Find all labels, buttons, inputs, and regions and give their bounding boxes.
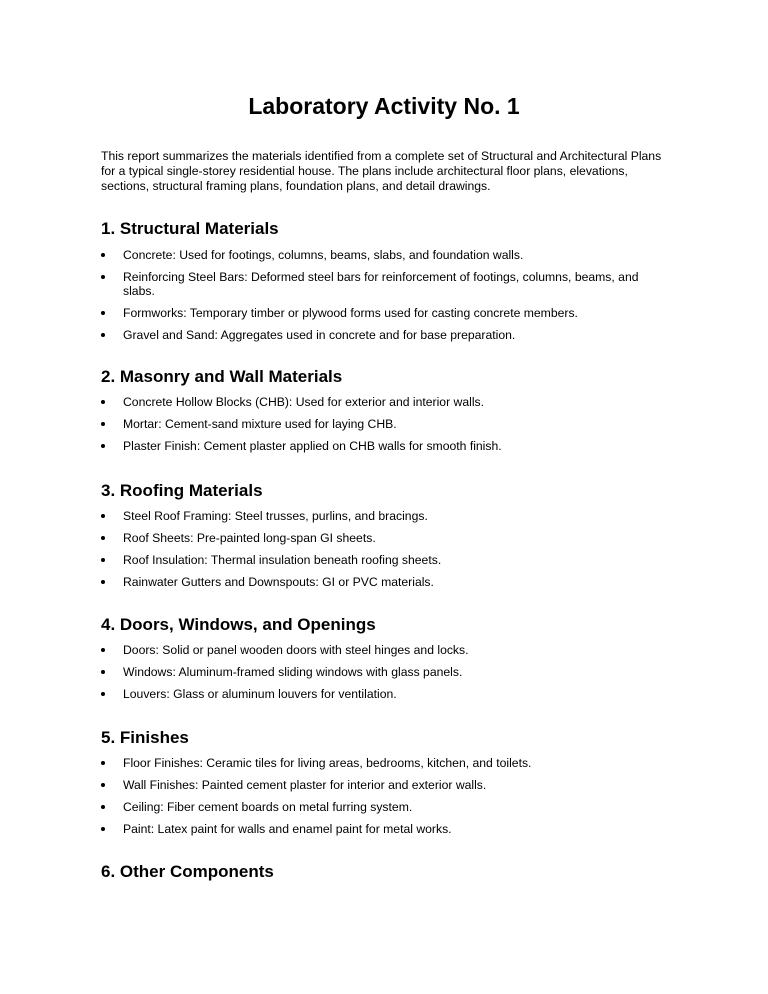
list-item-text: Plaster Finish: Cement plaster applied on CHB walls for smooth finish. — [123, 439, 502, 453]
bullet-icon — [101, 514, 105, 518]
list-item-text: Formworks: Temporary timber or plywood forms used for casting concrete members. — [123, 306, 578, 320]
bullet-icon — [101, 311, 105, 315]
list-item-text: Concrete: Used for footings, columns, beams, slabs, and foundation walls. — [123, 248, 524, 262]
section-heading-finishes: 5. Finishes — [101, 728, 189, 747]
list-item — [101, 509, 671, 523]
bullet-icon — [101, 805, 105, 809]
bullet-icon — [101, 275, 105, 279]
list-item — [101, 553, 671, 567]
list-item-text: Ceiling: Fiber cement boards on metal furring system. — [123, 800, 413, 814]
bullet-icon — [101, 670, 105, 674]
section-list-roofing — [101, 509, 671, 597]
list-item-text: Paint: Latex paint for walls and enamel paint for metal works. — [123, 822, 452, 836]
page-title: Laboratory Activity No. 1 — [248, 93, 520, 119]
list-item-text: Reinforcing Steel Bars: Deformed steel bars for reinforcement of footings, columns, beams, and slabs. — [123, 270, 639, 298]
list-item-text: Rainwater Gutters and Downspouts: GI or PVC materials. — [123, 575, 434, 589]
section-list-finishes — [101, 756, 671, 844]
section-list-openings — [101, 643, 671, 709]
list-item-text: Roof Sheets: Pre-painted long-span GI sheets. — [123, 531, 376, 545]
bullet-icon — [101, 400, 105, 404]
list-item — [101, 439, 671, 453]
section-heading-masonry: 2. Masonry and Wall Materials — [101, 367, 343, 386]
list-item-text: Louvers: Glass or aluminum louvers for ventilation. — [123, 687, 397, 701]
list-item — [101, 778, 671, 792]
list-item-text: Mortar: Cement-sand mixture used for laying CHB. — [123, 417, 397, 431]
bullet-icon — [101, 580, 105, 584]
list-item-text: Doors: Solid or panel wooden doors with steel hinges and locks. — [123, 643, 469, 657]
list-item — [101, 643, 671, 657]
list-item-text: Wall Finishes: Painted cement plaster for interior and exterior walls. — [123, 778, 487, 792]
bullet-icon — [101, 253, 105, 257]
list-item-text: Gravel and Sand: Aggregates used in concrete and for base preparation. — [123, 328, 516, 342]
list-item — [101, 531, 671, 545]
intro-paragraph: This report summarizes the materials identified from a complete set of Structural and Architectural Plans for a typical single-storey residential house. The plans include architectural floor plans, elevations, sections, structural framing plans, foundation plans, and detail drawings. — [101, 149, 662, 193]
list-item — [101, 756, 671, 770]
list-item-text: Floor Finishes: Ceramic tiles for living areas, bedrooms, kitchen, and toilets. — [123, 756, 532, 770]
bullet-icon — [101, 692, 105, 696]
section-heading-openings: 4. Doors, Windows, and Openings — [101, 615, 376, 634]
list-item — [101, 417, 671, 431]
bullet-icon — [101, 444, 105, 448]
bullet-icon — [101, 827, 105, 831]
section-heading-roofing: 3. Roofing Materials — [101, 481, 263, 500]
list-item-text: Windows: Aluminum-framed sliding windows with glass panels. — [123, 665, 463, 679]
list-item-text: Concrete Hollow Blocks (CHB): Used for exterior and interior walls. — [123, 395, 485, 409]
list-item-text: Steel Roof Framing: Steel trusses, purlins, and bracings. — [123, 509, 428, 523]
section-list-structural — [101, 248, 671, 350]
list-item — [101, 248, 671, 262]
bullet-icon — [101, 422, 105, 426]
list-item — [101, 822, 671, 836]
bullet-icon — [101, 536, 105, 540]
list-item — [101, 328, 671, 342]
bullet-icon — [101, 558, 105, 562]
list-item — [101, 665, 671, 679]
list-item — [101, 575, 671, 589]
section-heading-other: 6. Other Components — [101, 862, 274, 881]
list-item — [101, 800, 671, 814]
bullet-icon — [101, 648, 105, 652]
list-item-text: Roof Insulation: Thermal insulation beneath roofing sheets. — [123, 553, 442, 567]
list-item — [101, 687, 671, 701]
list-item — [101, 306, 671, 320]
list-item — [101, 395, 671, 409]
section-list-masonry — [101, 395, 671, 461]
bullet-icon — [101, 761, 105, 765]
bullet-icon — [101, 333, 105, 337]
section-heading-structural: 1. Structural Materials — [101, 219, 279, 238]
list-item — [101, 270, 671, 298]
bullet-icon — [101, 783, 105, 787]
